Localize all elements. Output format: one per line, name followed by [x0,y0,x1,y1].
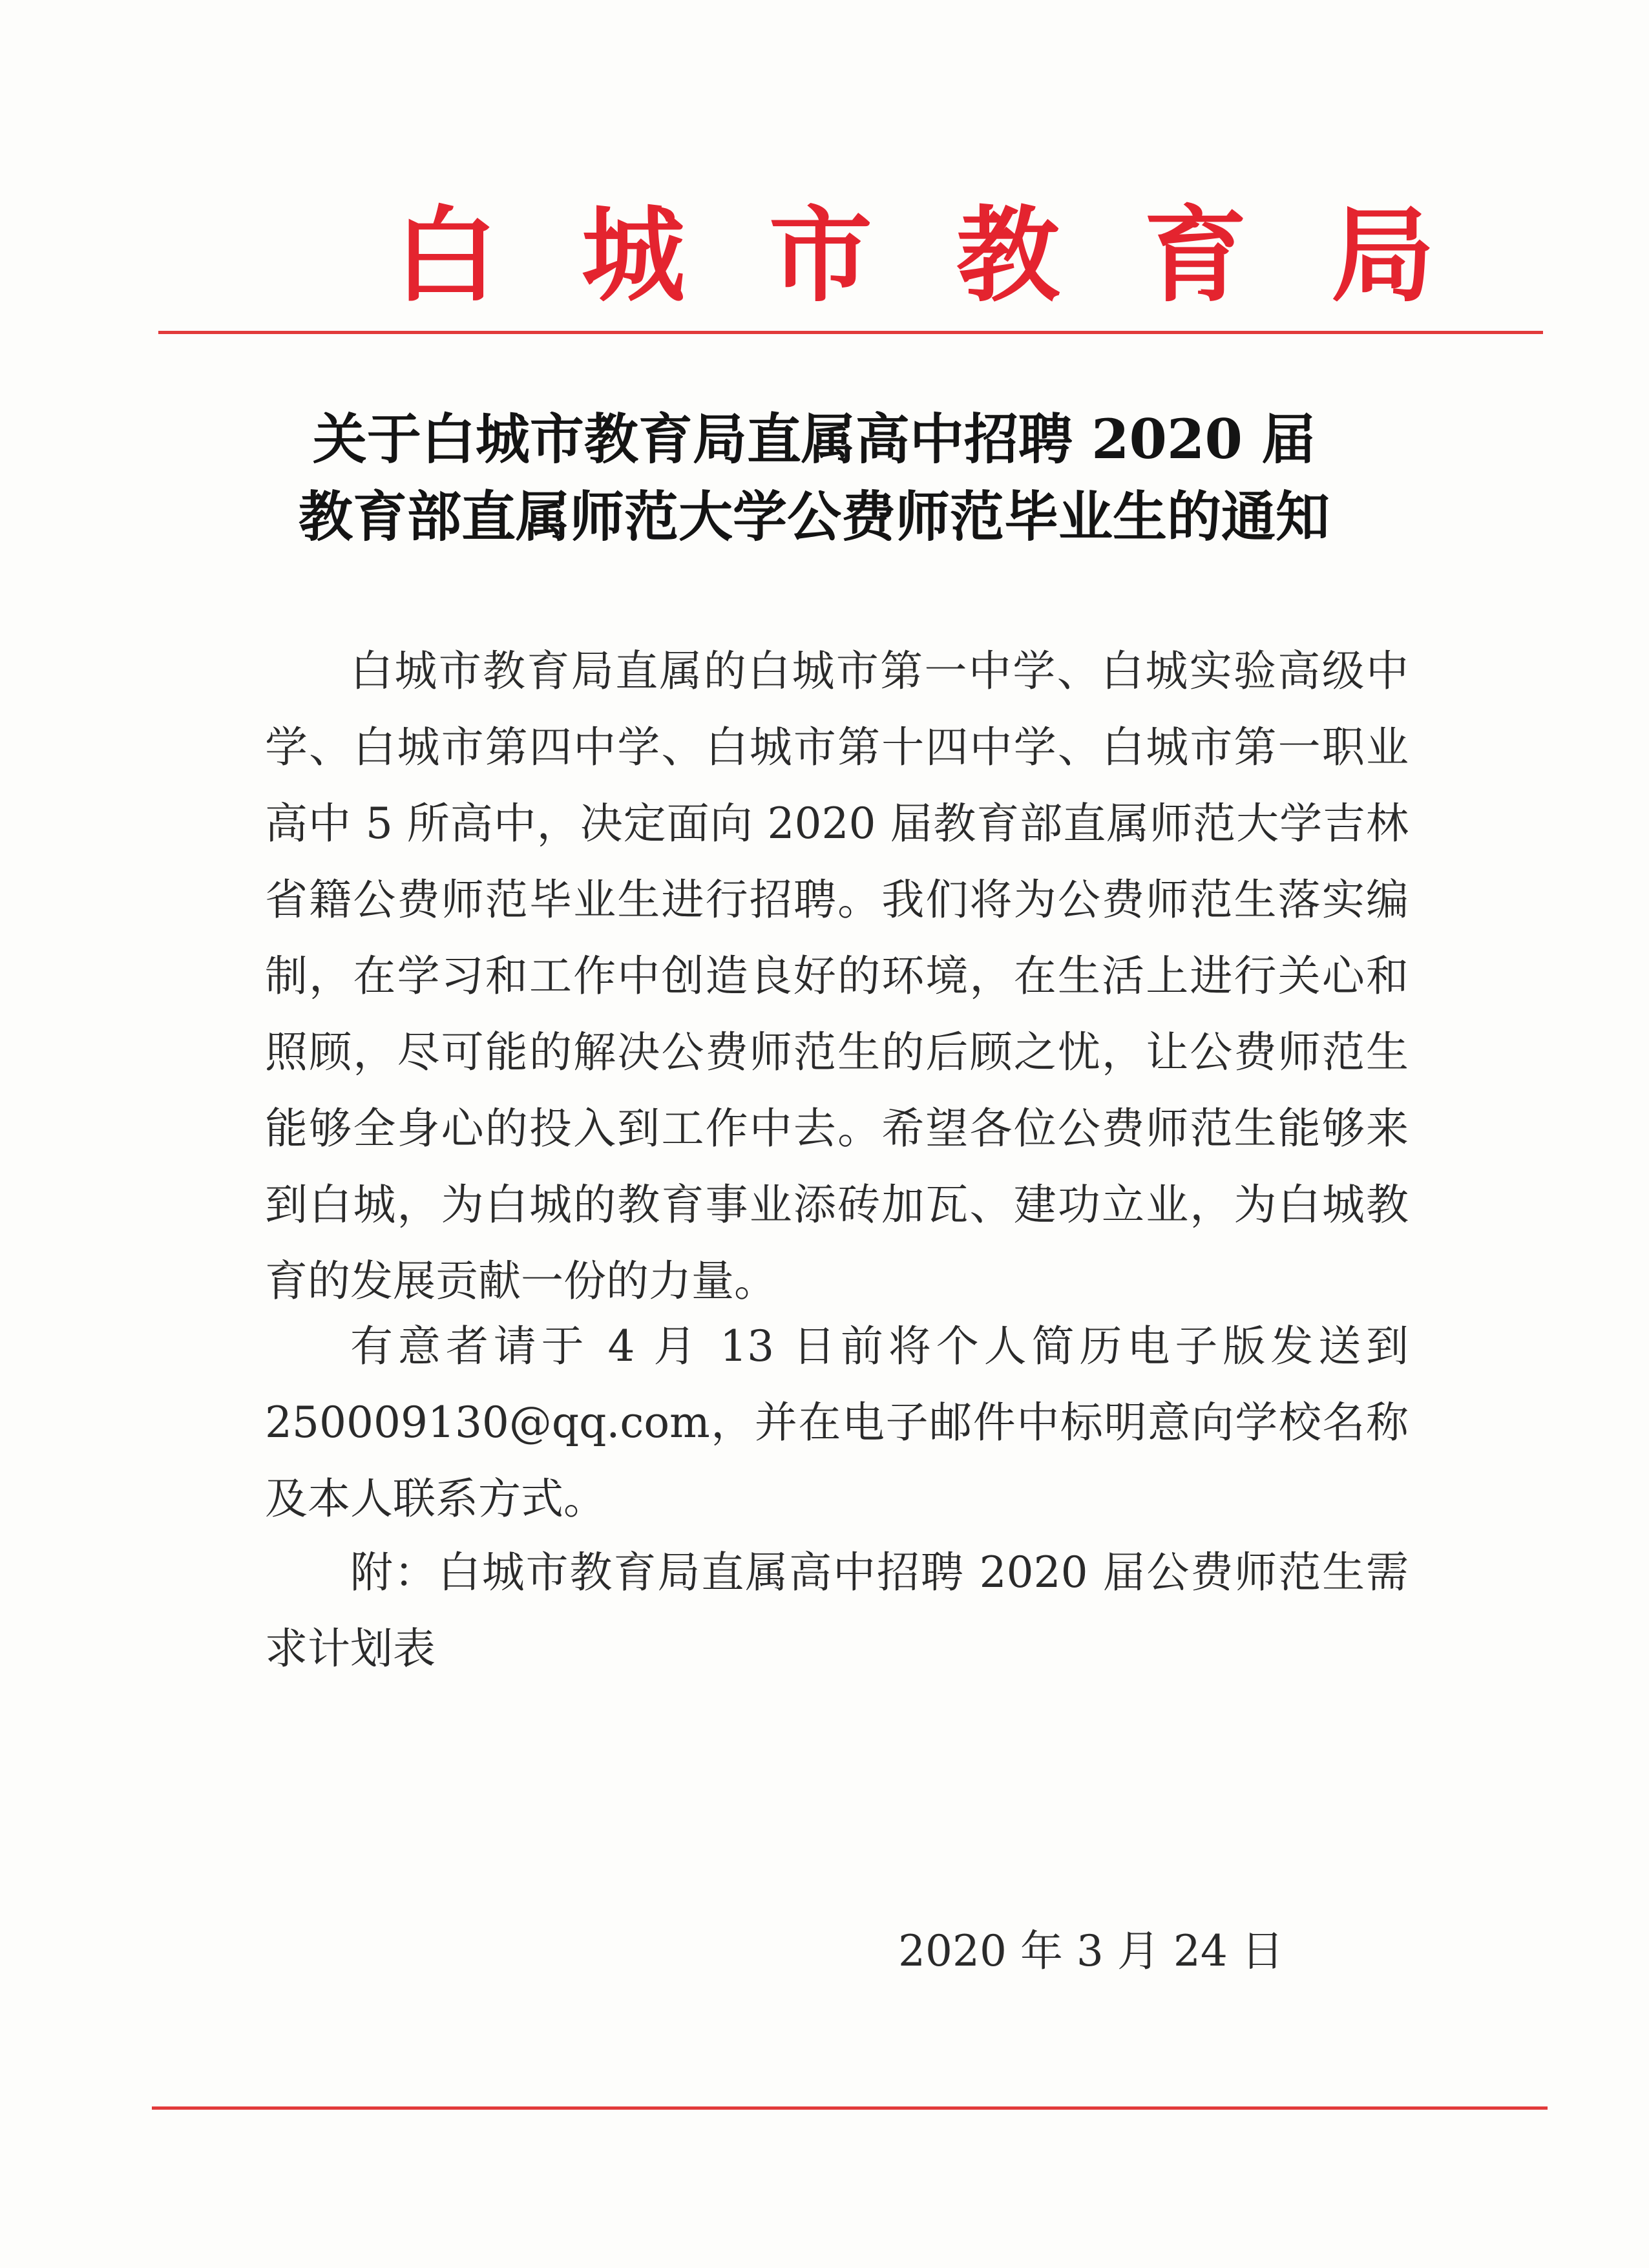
attachment-note: 附：白城市教育局直属高中招聘 2020 届公费师范生需求计划表 [265,1548,1409,1674]
body-paragraph-3-container [265,1535,1409,1687]
issue-date: 2020 年 3 月 24 日 [898,1926,1284,1976]
body-paragraph-2-container [265,1308,1409,1537]
notice-title-line-1: 关于白城市教育局直属高中招聘 2020 届 [312,407,1316,471]
body-paragraph-1: 白城市教育局直属的白城市第一中学、白城实验高级中学、白城市第四中学、白城市第十四中学、白城市第一职业高中 5 所高中，决定面向 2020 届教育部直属师范大学吉林省籍公费师范毕业生进行招聘。我们将为公费师范生落实编制，在学习和工作中创造良好的环境，在生活上进行关心和照顾，尽可能的解决公费师范生的后顾之忧，让公费师范生能够全身心的投入到工作中去。希望各位公费师范生能够来到白城，为白城的教育事业添砖加瓦、建功立业，为白城教育的发展贡献一份的力量。 [265,646,1409,1306]
issuer-masthead: 白城市教育局 [394,194,1519,316]
body-paragraph-2: 有意者请于 4 月 13 日前将个人简历电子版发送到 250009130@qq.com，并在电子邮件中标明意向学校名称及本人联系方式。 [265,1321,1409,1524]
notice-title-line-2: 教育部直属师范大学公费师范毕业生的通知 [298,485,1330,549]
masthead-red-rule [158,331,1543,334]
footer-red-rule [152,2106,1548,2110]
body-paragraph-1-container [265,633,1409,1319]
